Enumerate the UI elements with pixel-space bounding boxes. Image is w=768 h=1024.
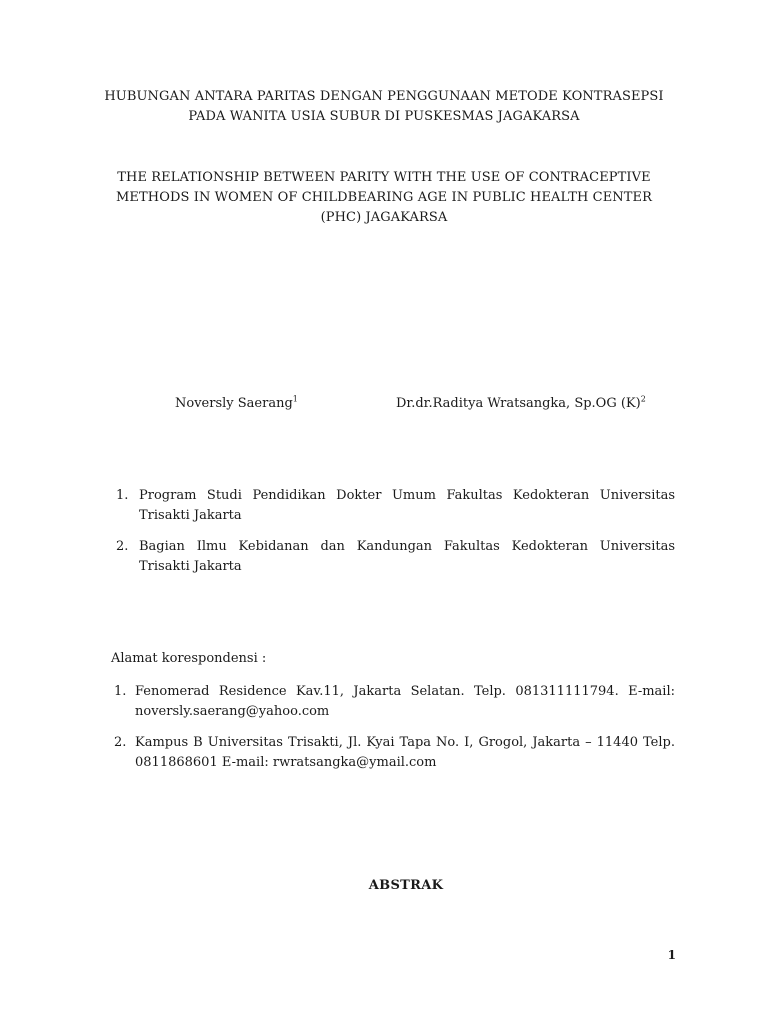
affiliation-list: [114, 486, 675, 588]
title-en-line-1: THE RELATIONSHIP BETWEEN PARITY WITH THE USE OF CONTRACEPTIVE: [117, 170, 651, 185]
author-2: [396, 396, 646, 411]
author-2-affiliation-mark: 2: [640, 394, 646, 404]
affiliation-text: Bagian Ilmu Kebidanan dan Kandungan Fakultas Kedokteran Universitas Trisakti Jakarta: [139, 539, 675, 574]
author-2-name: Dr.dr.Raditya Wratsangka, Sp.OG (K): [396, 396, 641, 411]
author-1-affiliation-mark: 1: [292, 394, 298, 404]
affiliation-item: [114, 537, 675, 577]
affiliation-item: [114, 486, 675, 526]
title-indonesian: [60, 87, 708, 127]
correspondence-number: 2.: [114, 735, 127, 750]
correspondence-number: 1.: [114, 684, 127, 699]
page-number: 1: [667, 948, 676, 962]
correspondence-label: Alamat korespondensi :: [111, 651, 267, 666]
author-1: [175, 396, 298, 411]
correspondence-list: [114, 682, 675, 784]
title-id-line-2: PADA WANITA USIA SUBUR DI PUSKESMAS JAGAKARSA: [188, 109, 580, 124]
affiliation-number: 2.: [116, 539, 129, 554]
author-1-name: Noversly Saerang: [175, 396, 293, 411]
correspondence-text: Kampus B Universitas Trisakti, Jl. Kyai Tapa No. I, Grogol, Jakarta – 11440 Telp. 0811868601 E-mail: rwratsangka@ymail.com: [135, 735, 675, 770]
correspondence-item: [114, 733, 675, 773]
correspondence-item: [114, 682, 675, 722]
affiliation-number: 1.: [116, 488, 129, 503]
correspondence-text: Fenomerad Residence Kav.11, Jakarta Selatan. Telp. 081311111794. E-mail: noversly.saerang@yahoo.com: [135, 684, 675, 719]
title-en-line-3: (PHC) JAGAKARSA: [320, 210, 448, 225]
title-en-line-2: METHODS IN WOMEN OF CHILDBEARING AGE IN PUBLIC HEALTH CENTER: [115, 190, 653, 205]
abstract-heading: ABSTRAK: [368, 878, 444, 893]
title-id-line-1: HUBUNGAN ANTARA PARITAS DENGAN PENGGUNAAN METODE KONTRASEPSI: [104, 89, 664, 104]
affiliation-text: Program Studi Pendidikan Dokter Umum Fakultas Kedokteran Universitas Trisakti Jakarta: [139, 488, 675, 523]
title-english: [60, 168, 708, 228]
